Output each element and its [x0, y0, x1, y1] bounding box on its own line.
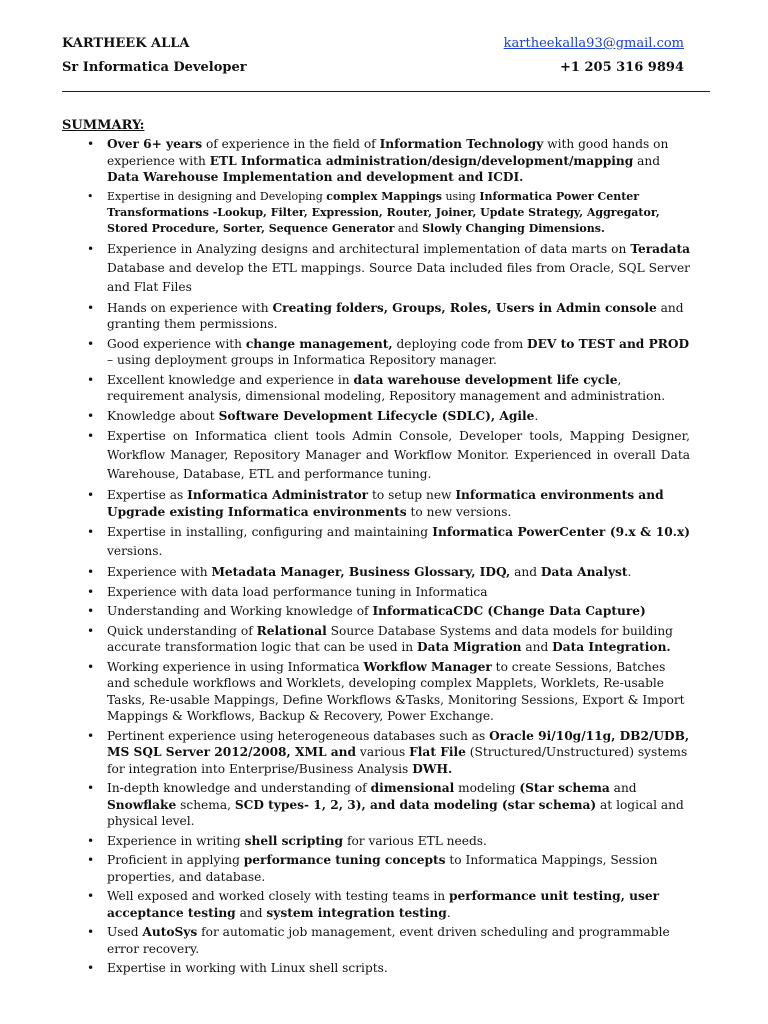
header-divider [62, 91, 710, 92]
summary-item [62, 924, 690, 957]
text-run: Hands on experience with [107, 300, 273, 315]
text-run: and [633, 153, 661, 168]
text-run: and [510, 565, 541, 579]
summary-item [62, 603, 690, 620]
summary-item [62, 487, 690, 520]
text-run: Expertise in working with Linux shell scripts. [107, 961, 388, 975]
summary-item [62, 336, 690, 369]
text-run: to create Sessions, Batches and schedule workflows and Worklets, developing complex Mapplets, Worklets, Re-usable Tasks, Re-usable Mappings, Define Workflows &Tasks, Monitoring Sessions, Export & Import Mappings & Workflows, Backup & Recovery, Power Exchange. [107, 659, 685, 723]
bold-text: Informatica Power Center Transformations -Lookup, Filter, Expression, Router, Joiner, Update Strategy, Aggregator, Stored Procedure, Sorter, Sequence Generator [107, 189, 660, 235]
text-run: and granting them permissions. [107, 300, 684, 331]
text-run: Experience with [107, 565, 212, 579]
bold-text: Informatica PowerCenter (9.x & 10.x) [432, 525, 690, 539]
bold-text: Flat File [409, 745, 466, 759]
summary-item [62, 136, 690, 186]
job-title: Sr Informatica Developer [62, 60, 247, 75]
text-run: modeling [454, 781, 520, 795]
candidate-name: KARTHEEK ALLA [62, 36, 190, 51]
text-run: to Informatica Mappings, Session properties, and database. [107, 853, 658, 884]
bold-text: Data Integration. [552, 640, 671, 654]
text-run: Experience in Analyzing designs and architectural implementation of data marts on [107, 241, 631, 256]
bold-text: dimensional [370, 781, 455, 795]
bold-text: Relational [256, 623, 327, 638]
text-run: Source Database Systems and data models for building accurate transformation logic that can be used in [107, 623, 673, 654]
text-run: schema, [176, 797, 235, 812]
summary-item [62, 833, 690, 850]
summary-item [62, 372, 690, 405]
text-run: (Structured/Unstructured) systems for integration into Enterprise/Business Analysis [107, 745, 688, 776]
text-run: Expertise on Informatica client tools Admin Console, Developer tools, Mapping Designer, Workflow Manager, Repository Manager and Workflow Monitor. Experienced in overall Data Warehouse, Database, ETL and performance tuning. [107, 429, 690, 481]
bold-text: Informatica Administrator [187, 488, 369, 502]
text-run: versions. [107, 544, 163, 558]
text-run: Good experience with [107, 336, 246, 351]
bold-text: Data Warehouse Implementation and development and ICDI. [107, 170, 524, 184]
text-run: Quick understanding of [107, 623, 257, 638]
text-run: Well exposed and worked closely with testing teams in [107, 889, 449, 903]
text-run: using [441, 189, 480, 203]
bold-text: data warehouse development life cycle [353, 372, 618, 387]
bold-text: Metadata Manager, Business Glossary, IDQ, [211, 565, 511, 579]
bold-text: Over 6+ years [107, 137, 203, 151]
text-run: to setup new [368, 488, 456, 502]
bold-text: Creating folders, Groups, Roles, Users in Admin console [272, 300, 657, 315]
text-run: and [235, 905, 267, 920]
text-run: for automatic job management, event driven scheduling and programmable error recovery. [107, 925, 670, 956]
text-run: Working experience in using Informatica [107, 659, 364, 674]
bold-text: performance tuning concepts [243, 853, 446, 867]
text-run: , requirement analysis, dimensional modeling, Repository management and administration. [107, 372, 666, 403]
summary-item [62, 728, 690, 778]
bold-text: SCD types- 1, 2, 3), and data modeling (star schema) [234, 797, 597, 812]
summary-item [62, 584, 690, 601]
bold-text: Data Analyst [540, 565, 628, 579]
text-run: of experience in the field of [202, 137, 380, 151]
summary-item [62, 888, 690, 921]
text-run: and [609, 781, 637, 795]
text-run: and [521, 640, 553, 654]
bold-text: InformaticaCDC (Change Data Capture) [372, 604, 646, 618]
summary-item [62, 623, 690, 656]
text-run: Proficient in applying [107, 853, 244, 867]
text-run: . [627, 565, 632, 579]
bold-text: DWH. [412, 761, 453, 776]
text-run: Experience with data load performance tuning in Informatica [107, 584, 488, 599]
summary-list [62, 136, 690, 980]
email-link[interactable]: kartheekalla93@gmail.com [503, 36, 684, 51]
bold-text: Workflow Manager [363, 659, 492, 674]
summary-item [62, 189, 690, 237]
text-run: Expertise in designing and Developing [107, 189, 327, 203]
text-run: with good hands on experience with [107, 137, 669, 168]
summary-item [62, 659, 690, 725]
bold-text: system integration testing [266, 905, 447, 920]
text-run: . [446, 905, 451, 920]
text-run: Knowledge about [107, 408, 219, 423]
text-run: Expertise as [107, 488, 188, 502]
phone-number: +1 205 316 9894 [560, 60, 684, 75]
summary-item [62, 427, 690, 484]
bold-text: AutoSys [142, 925, 198, 939]
text-run: and [394, 221, 423, 235]
bold-text: ETL Informatica administration/design/development/mapping [209, 153, 634, 168]
bold-text: Software Development Lifecycle (SDLC), Agile [218, 408, 535, 423]
text-run: Expertise in installing, configuring and maintaining [107, 525, 433, 539]
text-run: various [356, 745, 410, 759]
bold-text: DEV to TEST and PROD [527, 336, 690, 351]
text-run: to new versions. [406, 504, 512, 519]
summary-item [62, 960, 690, 977]
text-run: for various ETL needs. [343, 833, 487, 848]
bold-text: Data Migration [417, 640, 522, 654]
bold-text: Snowflake [107, 797, 177, 812]
text-run: – using deployment groups in Informatica Repository manager. [107, 353, 497, 367]
summary-item [62, 300, 690, 333]
bold-text: (Star schema [519, 781, 610, 795]
text-run: at logical and physical level. [107, 797, 684, 828]
summary-item [62, 564, 690, 581]
bold-text: Slowly Changing Dimensions. [422, 221, 605, 235]
text-run: Pertinent experience using heterogeneous databases such as [107, 728, 490, 743]
text-run: deploying code from [392, 336, 528, 351]
bold-text: Oracle 9i/10g/11g, DB2/UDB, MS SQL Server 2012/2008, XML and [107, 728, 690, 759]
text-run: Used [107, 925, 143, 939]
text-run: Database and develop the ETL mappings. Source Data included files from Oracle, SQL Server and Flat Files [107, 260, 690, 294]
bold-text: shell scripting [244, 833, 344, 848]
text-run: Excellent knowledge and experience in [107, 372, 354, 387]
bold-text: Informatica environments and Upgrade existing Informatica environments [107, 488, 664, 519]
summary-item [62, 523, 690, 561]
bold-text: performance unit testing, user acceptance testing [107, 889, 660, 920]
text-run: . [534, 408, 539, 423]
summary-item [62, 240, 690, 297]
bold-text: change management, [245, 336, 393, 351]
text-run: Understanding and Working knowledge of [107, 604, 373, 618]
bold-text: Teradata [630, 241, 690, 256]
text-run: Experience in writing [107, 833, 245, 848]
bold-text: complex Mappings [326, 189, 442, 203]
bold-text: Information Technology [379, 137, 544, 151]
text-run: In-depth knowledge and understanding of [107, 781, 371, 795]
summary-heading: SUMMARY: [62, 118, 145, 133]
summary-item [62, 408, 690, 425]
summary-item [62, 852, 690, 885]
summary-item [62, 780, 690, 830]
